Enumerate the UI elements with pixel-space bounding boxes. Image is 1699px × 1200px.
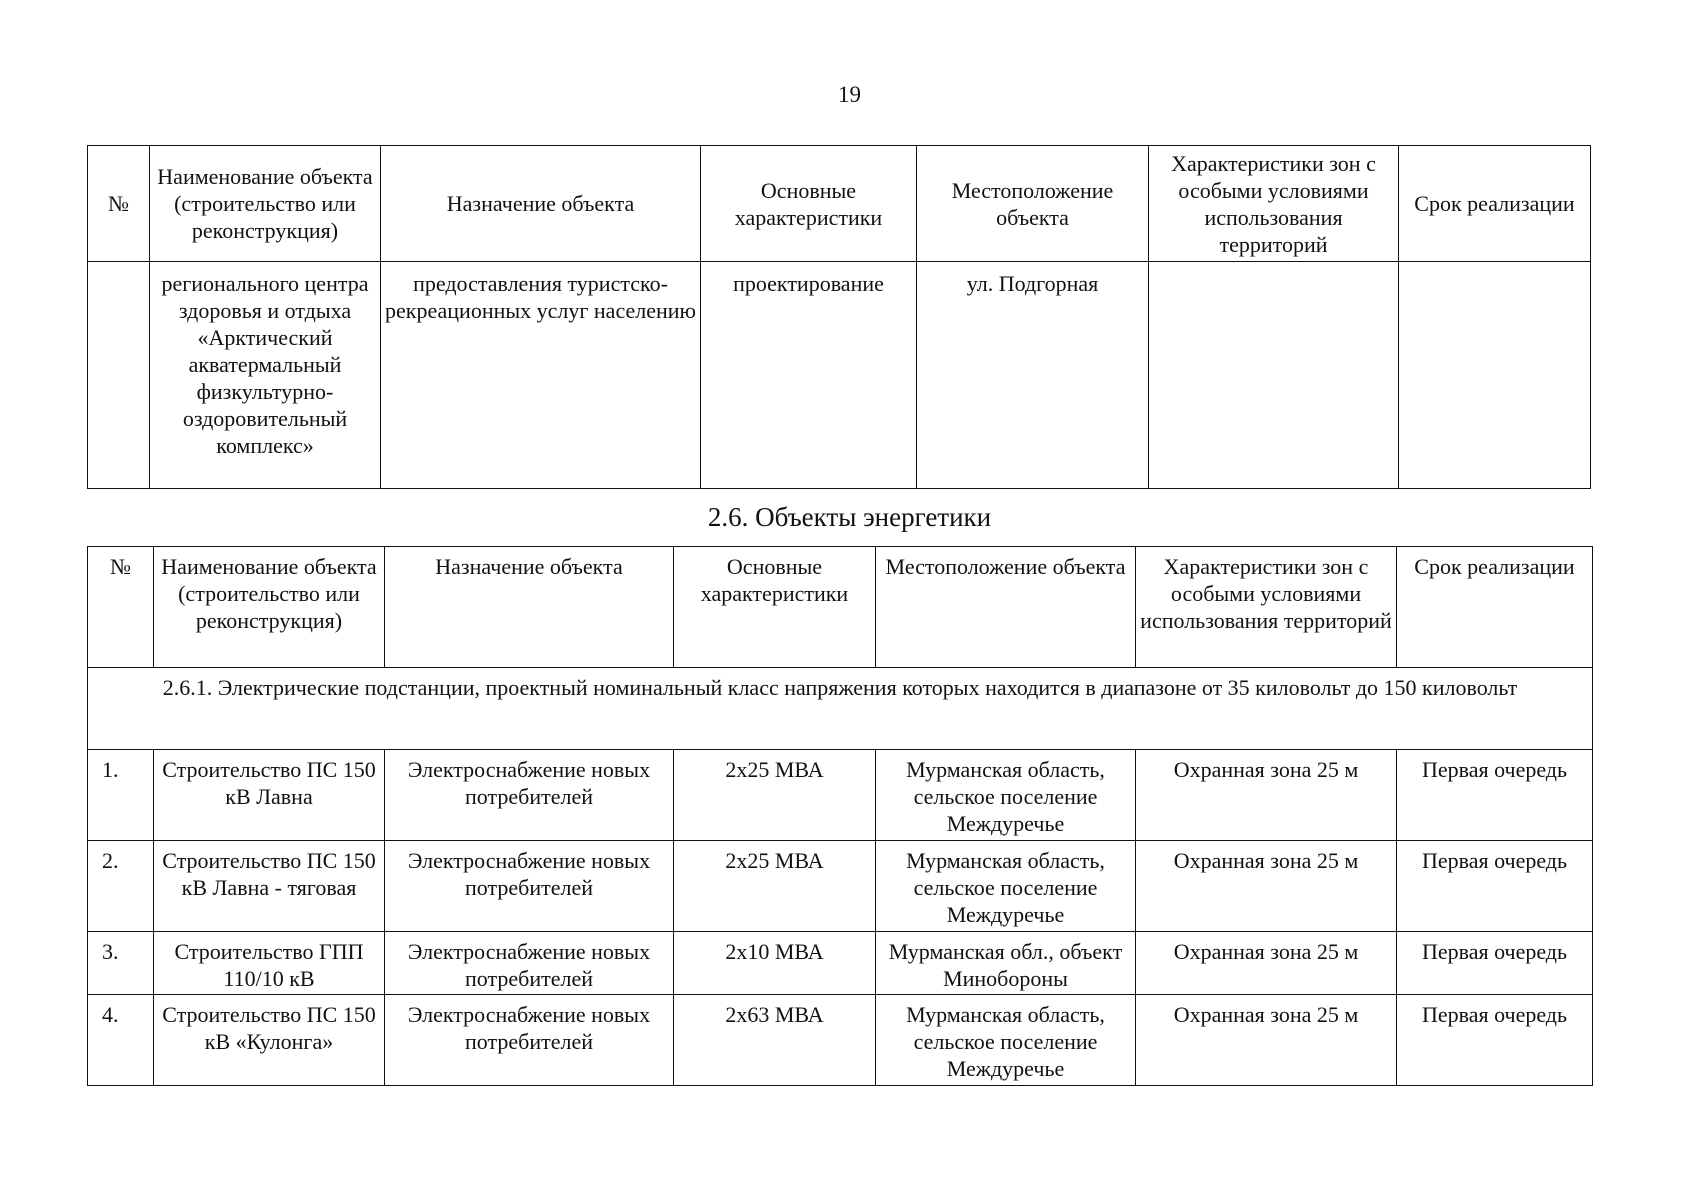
table-row bbox=[88, 750, 1593, 841]
subsection-heading: 2.6.1. Электрические подстанции, проектный номинальный класс напряжения которых находится в диапазоне от 35 киловольт до 150 киловольт bbox=[88, 668, 1593, 750]
cell-zones: Охранная зона 25 м bbox=[1136, 841, 1397, 932]
table-row bbox=[88, 995, 1593, 1086]
cell-num: 1. bbox=[88, 750, 154, 841]
cell-location: ул. Подгорная bbox=[917, 262, 1149, 489]
cell-purpose: Электроснабжение новых потребителей bbox=[385, 932, 674, 995]
cell-location: Мурманская область, сельское поселение Междуречье bbox=[876, 995, 1136, 1086]
cell-location: Мурманская обл., объект Минобороны bbox=[876, 932, 1136, 995]
cell-purpose: предоставления туристско-рекреационных услуг населению bbox=[381, 262, 701, 489]
table-header-row bbox=[88, 547, 1593, 668]
header-num: № bbox=[88, 146, 150, 262]
cell-term: Первая очередь bbox=[1397, 932, 1593, 995]
cell-location: Мурманская область, сельское поселение Междуречье bbox=[876, 750, 1136, 841]
cell-num: 4. bbox=[88, 995, 154, 1086]
cell-zones: Охранная зона 25 м bbox=[1136, 750, 1397, 841]
cell-purpose: Электроснабжение новых потребителей bbox=[385, 750, 674, 841]
table-row bbox=[88, 262, 1591, 489]
cell-name: Строительство ПС 150 кВ Лавна - тяговая bbox=[154, 841, 385, 932]
subsection-row bbox=[88, 668, 1593, 750]
header-name: Наименование объекта (строительство или реконструкция) bbox=[154, 547, 385, 668]
cell-num: 3. bbox=[88, 932, 154, 995]
objects-table-continued bbox=[87, 145, 1591, 489]
header-zones: Характеристики зон с особыми условиями использования территорий bbox=[1136, 547, 1397, 668]
cell-term: Первая очередь bbox=[1397, 841, 1593, 932]
header-purpose: Назначение объекта bbox=[385, 547, 674, 668]
cell-term: Первая очередь bbox=[1397, 750, 1593, 841]
cell-characteristics: 2х63 МВА bbox=[674, 995, 876, 1086]
table-header-row bbox=[88, 146, 1591, 262]
energy-objects-table bbox=[87, 546, 1593, 1086]
page-number: 19 bbox=[838, 82, 861, 107]
header-characteristics: Основные характеристики bbox=[701, 146, 917, 262]
cell-name: регионального центра здоровья и отдыха «Арктический акватермальный физкультурно-оздоровительный комплекс» bbox=[150, 262, 381, 489]
cell-num: 2. bbox=[88, 841, 154, 932]
cell-zones bbox=[1149, 262, 1399, 489]
cell-characteristics: 2х10 МВА bbox=[674, 932, 876, 995]
cell-characteristics: проектирование bbox=[701, 262, 917, 489]
table-row bbox=[88, 932, 1593, 995]
header-term: Срок реализации bbox=[1397, 547, 1593, 668]
cell-characteristics: 2х25 МВА bbox=[674, 750, 876, 841]
header-purpose: Назначение объекта bbox=[381, 146, 701, 262]
header-location: Местоположение объекта bbox=[876, 547, 1136, 668]
cell-zones: Охранная зона 25 м bbox=[1136, 932, 1397, 995]
cell-characteristics: 2х25 МВА bbox=[674, 841, 876, 932]
header-name: Наименование объекта (строительство или реконструкция) bbox=[150, 146, 381, 262]
cell-num bbox=[88, 262, 150, 489]
cell-name: Строительство ГПП 110/10 кВ bbox=[154, 932, 385, 995]
cell-zones: Охранная зона 25 м bbox=[1136, 995, 1397, 1086]
header-zones: Характеристики зон с особыми условиями использования территорий bbox=[1149, 146, 1399, 262]
cell-term bbox=[1399, 262, 1591, 489]
header-term: Срок реализации bbox=[1399, 146, 1591, 262]
cell-name: Строительство ПС 150 кВ «Кулонга» bbox=[154, 995, 385, 1086]
cell-purpose: Электроснабжение новых потребителей bbox=[385, 841, 674, 932]
cell-name: Строительство ПС 150 кВ Лавна bbox=[154, 750, 385, 841]
table-row bbox=[88, 841, 1593, 932]
section-title: 2.6. Объекты энергетики bbox=[707, 502, 992, 532]
cell-purpose: Электроснабжение новых потребителей bbox=[385, 995, 674, 1086]
cell-location: Мурманская область, сельское поселение Междуречье bbox=[876, 841, 1136, 932]
cell-term: Первая очередь bbox=[1397, 995, 1593, 1086]
header-num: № bbox=[88, 547, 154, 668]
header-location: Местоположение объекта bbox=[917, 146, 1149, 262]
header-characteristics: Основные характеристики bbox=[674, 547, 876, 668]
